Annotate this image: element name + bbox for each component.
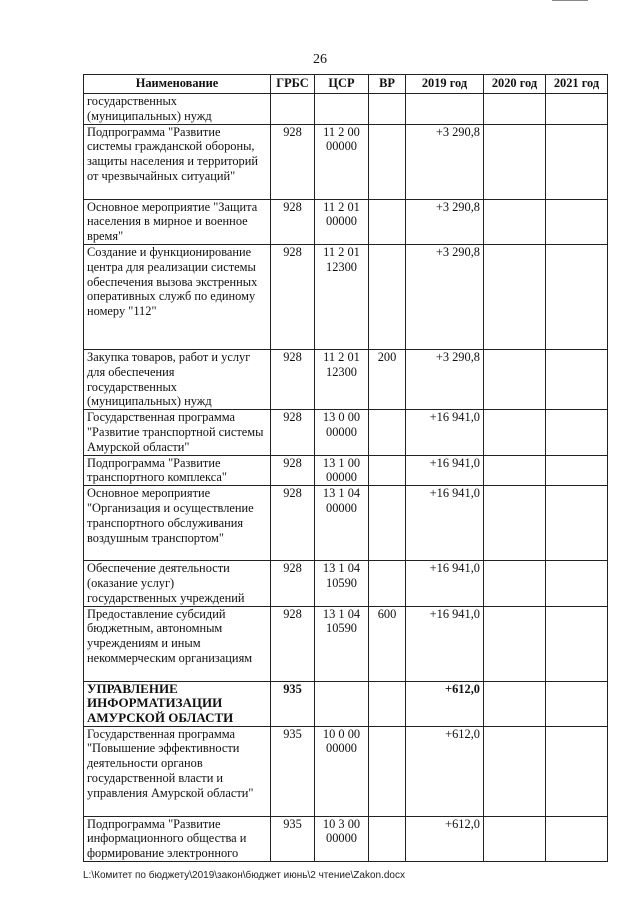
header-csr: ЦСР: [315, 75, 369, 94]
cell-vr: [369, 681, 406, 726]
cell-year-2020: [484, 199, 546, 244]
table-row: [84, 199, 608, 244]
cell-year-2021: [546, 726, 608, 816]
cell-year-2021: [546, 486, 608, 561]
cell-year-2019: +3 290,8: [406, 349, 484, 409]
cell-year-2020: [484, 606, 546, 681]
cell-grbs: 928: [271, 561, 315, 606]
cell-grbs: 928: [271, 455, 315, 486]
cell-year-2019: +16 941,0: [406, 486, 484, 561]
cell-grbs: 928: [271, 244, 315, 349]
cell-grbs: 928: [271, 410, 315, 455]
cell-vr: [369, 124, 406, 199]
cell-name: УПРАВЛЕНИЕ ИНФОРМАТИЗАЦИИ АМУРСКОЙ ОБЛАСТИ: [84, 681, 271, 726]
file-path-footer: L:\Комитет по бюджету\2019\закон\бюджет июнь\2 чтение\Zakon.docx: [83, 870, 405, 881]
cell-vr: 200: [369, 349, 406, 409]
cell-name: Государственная программа "Развитие транспортной системы Амурской области": [84, 410, 271, 455]
cell-vr: [369, 94, 406, 125]
table-header-row: [84, 75, 608, 94]
cell-grbs: 928: [271, 349, 315, 409]
cell-year-2020: [484, 681, 546, 726]
cell-vr: [369, 410, 406, 455]
cell-grbs: 928: [271, 124, 315, 199]
cell-year-2020: [484, 561, 546, 606]
cell-vr: [369, 199, 406, 244]
cell-year-2021: [546, 94, 608, 125]
cell-year-2019: +16 941,0: [406, 606, 484, 681]
table-row: [84, 455, 608, 486]
cell-year-2019: +16 941,0: [406, 561, 484, 606]
cell-year-2019: +16 941,0: [406, 410, 484, 455]
cell-name: Подпрограмма "Развитие информационного общества и формирование электронного: [84, 816, 271, 861]
cell-year-2021: [546, 244, 608, 349]
cell-name: Создание и функционирование центра для реализации системы обеспечения вызова экстренных оперативных служб по единому номеру "112": [84, 244, 271, 349]
header-name: Наименование: [84, 75, 271, 94]
cell-name: Обеспечение деятельности (оказание услуг) государственных учреждений: [84, 561, 271, 606]
cell-year-2019: +3 290,8: [406, 124, 484, 199]
table-body: [84, 94, 608, 862]
cell-name: Закупка товаров, работ и услуг для обеспечения государственных (муниципальных) нужд: [84, 349, 271, 409]
cell-year-2021: [546, 455, 608, 486]
cell-vr: [369, 726, 406, 816]
table-row: [84, 349, 608, 409]
table-row: [84, 816, 608, 861]
cell-year-2021: [546, 816, 608, 861]
cell-csr: 10 3 00 00000: [315, 816, 369, 861]
table-row: [84, 94, 608, 125]
table-row: [84, 681, 608, 726]
cell-name: государственных (муниципальных) нужд: [84, 94, 271, 125]
table-row: [84, 124, 608, 199]
table-row: [84, 410, 608, 455]
cell-vr: [369, 244, 406, 349]
cell-year-2020: [484, 94, 546, 125]
cell-year-2019: +3 290,8: [406, 244, 484, 349]
header-vr: ВР: [369, 75, 406, 94]
cell-year-2019: +3 290,8: [406, 199, 484, 244]
cell-csr: 13 1 00 00000: [315, 455, 369, 486]
table-row: [84, 486, 608, 561]
cell-name: Предоставление субсидий бюджетным, автономным учреждениям и иным некоммерческим организациям: [84, 606, 271, 681]
budget-table: [83, 74, 608, 862]
cell-csr: 11 2 01 00000: [315, 199, 369, 244]
table-row: [84, 606, 608, 681]
cell-csr: 13 1 04 00000: [315, 486, 369, 561]
cell-vr: [369, 816, 406, 861]
cell-year-2019: +612,0: [406, 816, 484, 861]
table-row: [84, 726, 608, 816]
cell-grbs: 928: [271, 486, 315, 561]
cell-csr: 11 2 00 00000: [315, 124, 369, 199]
cell-year-2021: [546, 561, 608, 606]
cell-year-2021: [546, 124, 608, 199]
cell-year-2020: [484, 349, 546, 409]
table-row: [84, 244, 608, 349]
cell-year-2020: [484, 816, 546, 861]
cell-year-2020: [484, 244, 546, 349]
cell-csr: 13 0 00 00000: [315, 410, 369, 455]
cell-year-2019: +16 941,0: [406, 455, 484, 486]
table-row: [84, 561, 608, 606]
cell-grbs: 935: [271, 681, 315, 726]
cell-year-2021: [546, 410, 608, 455]
cell-vr: 600: [369, 606, 406, 681]
cell-grbs: 935: [271, 726, 315, 816]
cell-name: Государственная программа "Повышение эффективности деятельности органов государственной власти и управления Амурской области": [84, 726, 271, 816]
scan-edge-mark: [552, 0, 588, 1]
cell-year-2019: [406, 94, 484, 125]
cell-year-2020: [484, 726, 546, 816]
cell-year-2020: [484, 455, 546, 486]
cell-year-2020: [484, 486, 546, 561]
cell-year-2021: [546, 199, 608, 244]
cell-vr: [369, 486, 406, 561]
cell-year-2020: [484, 124, 546, 199]
header-grbs: ГРБС: [271, 75, 315, 94]
page-number: 26: [313, 52, 327, 67]
cell-vr: [369, 561, 406, 606]
cell-year-2019: +612,0: [406, 726, 484, 816]
cell-year-2019: +612,0: [406, 681, 484, 726]
cell-csr: 11 2 01 12300: [315, 349, 369, 409]
cell-name: Подпрограмма "Развитие системы гражданской обороны, защиты населения и территорий от чрезвычайных ситуаций": [84, 124, 271, 199]
cell-csr: 13 1 04 10590: [315, 561, 369, 606]
cell-vr: [369, 455, 406, 486]
header-2021: 2021 год: [546, 75, 608, 94]
cell-year-2021: [546, 681, 608, 726]
cell-grbs: [271, 94, 315, 125]
cell-name: Подпрограмма "Развитие транспортного комплекса": [84, 455, 271, 486]
cell-name: Основное мероприятие "Защита населения в мирное и военное время": [84, 199, 271, 244]
header-2019: 2019 год: [406, 75, 484, 94]
cell-grbs: 928: [271, 199, 315, 244]
cell-csr: [315, 681, 369, 726]
cell-name: Основное мероприятие "Организация и осуществление транспортного обслуживания воздушным транспортом": [84, 486, 271, 561]
cell-grbs: 928: [271, 606, 315, 681]
cell-csr: 11 2 01 12300: [315, 244, 369, 349]
cell-year-2021: [546, 349, 608, 409]
cell-csr: [315, 94, 369, 125]
cell-csr: 10 0 00 00000: [315, 726, 369, 816]
cell-year-2020: [484, 410, 546, 455]
cell-csr: 13 1 04 10590: [315, 606, 369, 681]
header-2020: 2020 год: [484, 75, 546, 94]
cell-grbs: 935: [271, 816, 315, 861]
cell-year-2021: [546, 606, 608, 681]
